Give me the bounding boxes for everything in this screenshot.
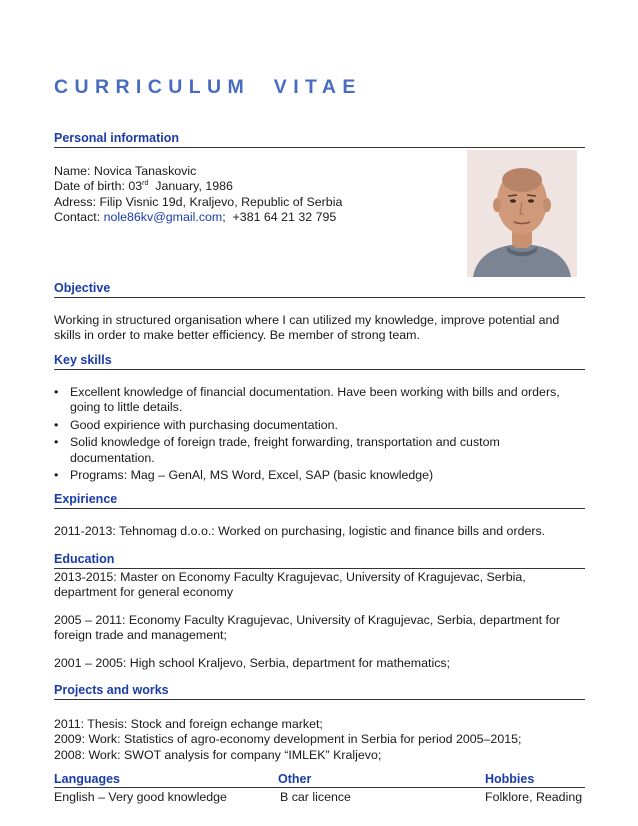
- other-text: B car licence: [280, 790, 351, 804]
- profile-photo: [467, 150, 577, 277]
- cv-title: CURRICULUM VITAE: [54, 76, 362, 98]
- languages-text: English – Very good knowledge: [54, 790, 227, 804]
- projects-list: [54, 717, 585, 763]
- section-education-heading: Education: [54, 552, 585, 569]
- address-line: Adress: Filip Visnic 19d, Kraljevo, Republic of Serbia: [54, 194, 343, 209]
- bullet-icon: •: [54, 468, 59, 483]
- education-item: 2013-2015: Master on Economy Faculty Kragujevac, University of Kragujevac, Serbia, department for general economy: [54, 570, 526, 600]
- dob-line: Date of birth: 03rd January, 1986: [54, 179, 233, 194]
- email-link[interactable]: nole86kv@gmail.com: [103, 210, 223, 225]
- education-item: 2001 – 2005: High school Kraljevo, Serbia, department for mathematics;: [54, 656, 451, 670]
- list-item: • Excellent knowledge of financial documentation. Have been working with bills and orders, going to little details.: [54, 385, 560, 415]
- portrait-image: [467, 150, 577, 277]
- cv-page: [54, 0, 585, 826]
- list-item: 2009: Work: Statistics of agro-economy development in Serbia for period 2005–2015;: [54, 732, 522, 747]
- section-personal-heading: Personal information: [54, 131, 585, 148]
- bullet-icon: •: [54, 385, 59, 399]
- list-item: 2011: Thesis: Stock and foreign echange market;: [54, 717, 323, 731]
- objective-text: Working in structured organisation where I can utilized my knowledge, improve potential and skills in order to make better efficiency. Be member of strong team.: [54, 313, 560, 343]
- bullet-icon: •: [54, 417, 59, 432]
- section-experience-heading: Expirience: [54, 492, 585, 509]
- bottom-divider: [54, 787, 585, 788]
- list-item: • Programs: Mag – GenAl, MS Word, Excel, SAP (basic knowledge): [54, 468, 434, 483]
- list-item: • Good expirience with purchasing documentation.: [54, 417, 338, 432]
- section-projects-heading: Projects and works: [54, 683, 585, 700]
- list-item: 2008: Work: SWOT analysis for company “IMLEK” Kraljevo;: [54, 747, 382, 762]
- list-item: • Solid knowledge of foreign trade, freight forwarding, transportation and custom documentation.: [54, 435, 500, 465]
- bullet-icon: •: [54, 435, 59, 450]
- contact-line: Contact: nole86kv@gmail.com; +381 64 21 32 795: [54, 210, 337, 225]
- languages-heading: Languages: [54, 772, 120, 786]
- name-line: Name: Novica Tanaskovic: [54, 164, 197, 178]
- hobbies-heading: Hobbies: [485, 772, 535, 786]
- section-skills-heading: Key skills: [54, 353, 585, 370]
- other-heading: Other: [278, 772, 312, 786]
- hobbies-text: Folklore, Reading: [485, 790, 583, 804]
- skills-list: [54, 385, 585, 485]
- education-item: 2005 – 2011: Economy Faculty Kragujevac, University of Kragujevac, Serbia, department for foreign trade and management;: [54, 613, 560, 643]
- section-objective-heading: Objective: [54, 281, 585, 298]
- experience-text: 2011-2013: Tehnomag d.o.o.: Worked on purchasing, logistic and finance bills and orders.: [54, 524, 546, 538]
